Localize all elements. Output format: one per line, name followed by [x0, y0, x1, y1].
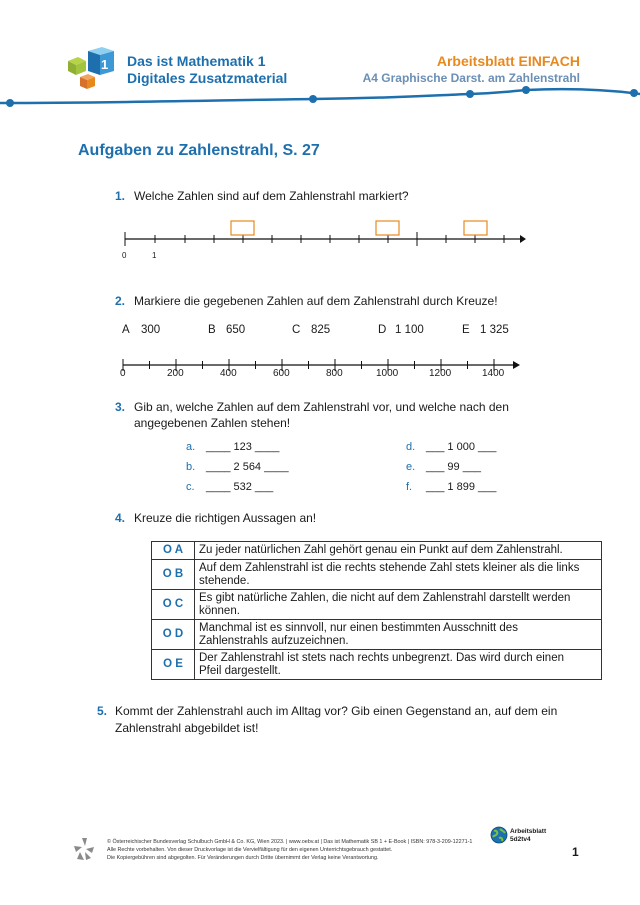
value-number: 1 100 [395, 324, 424, 336]
item-letter: a. [186, 441, 196, 453]
logo-number: 1 [101, 57, 109, 72]
value-number: 1 325 [480, 324, 509, 336]
question-1 [0, 188, 640, 208]
item-letter: c. [186, 481, 195, 493]
question-3 [0, 399, 640, 435]
value-letter: C [292, 324, 301, 336]
fill-in-item: ____ 532 ___ [206, 481, 274, 493]
answer-box [231, 221, 254, 235]
question-text-line1: Kommt der Zahlenstrahl auch im Alltag vor? Gib einen Gegenstand an, auf dem ein [115, 704, 558, 718]
sheet-topic: A4 Graphische Darst. am Zahlenstrahl [362, 71, 580, 85]
statement-text: Es gibt natürliche Zahlen, die nicht auf dem Zahlenstrahl darstellt werden können. [195, 590, 602, 620]
statement-row[interactable] [152, 560, 602, 590]
page-title: Aufgaben zu Zahlenstrahl, S. 27 [78, 142, 320, 159]
statement-row[interactable] [152, 620, 602, 650]
item-letter: f. [406, 481, 413, 493]
axis-label: 800 [326, 368, 343, 379]
fill-in-item: ___ 99 ___ [426, 461, 482, 473]
statement-text: Auf dem Zahlenstrahl ist die rechts stehende Zahl stets kleiner als die links stehende. [195, 560, 602, 590]
answer-box [376, 221, 399, 235]
statement-text: Der Zahlenstrahl ist stets nach rechts unbegrenzt. Das wird durch einen Pfeil dargestellt. [195, 650, 602, 680]
question-number: 5. [97, 704, 108, 718]
sheet-type: Arbeitsblatt EINFACH [436, 53, 580, 69]
option-label[interactable]: O C [152, 590, 195, 620]
axis-label: 0 [122, 251, 127, 260]
question-text-line2: Zahlenstrahl abgebildet ist! [115, 721, 259, 735]
question-text: Welche Zahlen sind auf dem Zahlenstrahl markiert? [134, 189, 409, 203]
fill-in-item: ___ 1 000 ___ [426, 441, 497, 453]
axis-label: 1 [152, 251, 157, 260]
value-number: 300 [141, 324, 161, 336]
question-number: 1. [115, 189, 126, 203]
value-number: 825 [311, 324, 331, 336]
axis-label: 1200 [429, 368, 452, 379]
worksheet-code-badge[interactable] [510, 828, 546, 844]
statement-row[interactable] [152, 542, 602, 560]
option-label[interactable]: O E [152, 650, 195, 680]
fill-in-item: ____ 2 564 ____ [206, 461, 289, 473]
badge-label: Arbeitsblatt [510, 828, 547, 835]
option-label[interactable]: O A [152, 542, 195, 560]
brand-title: Das ist Mathematik 1 [127, 53, 266, 69]
copyright-line: © Österreichischer Bundesverlag Schulbuch GmbH & Co. KG, Wien 2023. | www.oebv.at | Das ist Mathematik SB 1 + E-Book | ISBN: 978-3-209-12271-1 [107, 839, 473, 845]
page-number: 1 [572, 845, 579, 859]
axis-label: 1400 [482, 368, 505, 379]
axis-label: 200 [167, 368, 184, 379]
question-text-line1: Gib an, welche Zahlen auf dem Zahlenstrahl vor, und welche nach den [134, 400, 509, 414]
value-letter: A [122, 324, 130, 336]
question-text-line2: angegebenen Zahlen stehen! [134, 416, 291, 430]
axis-label: 1000 [376, 368, 399, 379]
statement-row[interactable] [152, 590, 602, 620]
q2-values [0, 324, 640, 340]
item-letter: d. [406, 441, 416, 453]
question-text: Kreuze die richtigen Aussagen an! [134, 511, 317, 525]
option-label[interactable]: O D [152, 620, 195, 650]
publisher-logo-icon [72, 836, 96, 862]
fill-in-item: ___ 1 899 ___ [426, 481, 497, 493]
fees-line: Die Kopiergebühren sind abgegolten. Für Veränderungen durch Dritte übernimmt der Verlag keine Verantwortung. [107, 855, 379, 862]
question-4 [0, 510, 640, 530]
axis-label: 600 [273, 368, 290, 379]
question-text: Markiere die gegebenen Zahlen auf dem Zahlenstrahl durch Kreuze! [134, 294, 498, 308]
axis-label: 0 [120, 368, 126, 379]
value-letter: E [462, 324, 470, 336]
question-number: 3. [115, 400, 126, 414]
header-wave-divider [0, 84, 640, 110]
question-number: 4. [115, 511, 126, 525]
question-5 [0, 703, 640, 739]
sheet-info [363, 53, 580, 87]
globe-icon[interactable] [490, 826, 508, 844]
fill-in-item: ____ 123 ____ [206, 441, 280, 453]
value-letter: B [208, 324, 216, 336]
item-letter: b. [186, 461, 196, 473]
question-2 [0, 293, 640, 313]
statement-row[interactable] [152, 650, 602, 680]
copyright-footer [107, 838, 487, 863]
badge-code: 5d2tv4 [510, 836, 531, 843]
value-number: 650 [226, 324, 246, 336]
option-label[interactable]: O B [152, 560, 195, 590]
statement-text: Manchmal ist es sinnvoll, nur einen bestimmten Ausschnitt des Zahlenstrahls aufzuzeichnen. [195, 620, 602, 650]
item-letter: e. [406, 461, 416, 473]
axis-label: 400 [220, 368, 237, 379]
statement-text: Zu jeder natürlichen Zahl gehört genau ein Punkt auf dem Zahlenstrahl. [195, 542, 602, 560]
question-number: 2. [115, 294, 126, 308]
rights-line: Alle Rechte vorbehalten. Von dieser Druckvorlage ist die Vervielfältigung für den eigenen Unterrichtsgebrauch gestattet. [107, 847, 393, 854]
brand-block [127, 53, 287, 87]
brand-subtitle: Digitales Zusatzmaterial [127, 70, 288, 86]
value-letter: D [378, 324, 387, 336]
statements-table [151, 541, 602, 680]
answer-box [464, 221, 487, 235]
number-line-1 [118, 218, 528, 248]
